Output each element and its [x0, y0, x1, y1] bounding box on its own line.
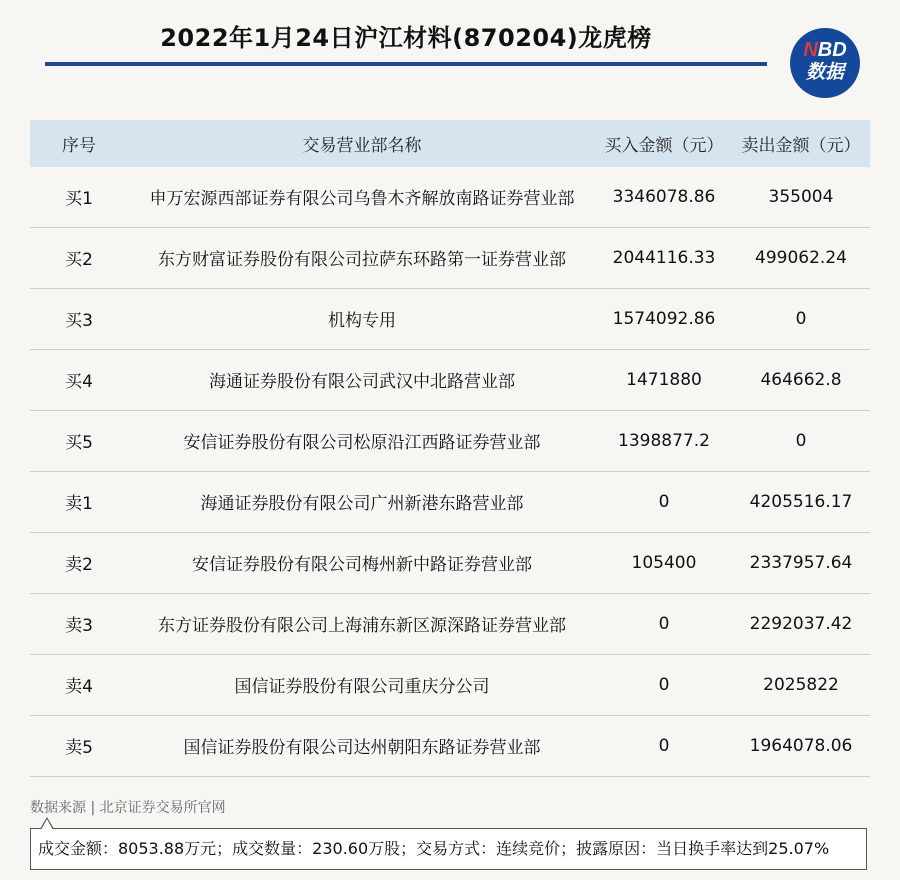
table-header-row [30, 120, 870, 167]
row-buy-amount: 105400 [596, 532, 732, 593]
row-sell-amount: 2292037.42 [732, 593, 870, 654]
row-branch-name: 海通证券股份有限公司武汉中北路营业部 [128, 349, 596, 410]
row-sell-amount: 0 [732, 410, 870, 471]
row-index: 卖2 [30, 532, 128, 593]
row-branch-name: 安信证券股份有限公司松原沿江西路证券营业部 [128, 410, 596, 471]
row-sell-amount: 1964078.06 [732, 715, 870, 776]
row-branch-name: 安信证券股份有限公司梅州新中路证券营业部 [128, 532, 596, 593]
row-branch-name: 申万宏源西部证券有限公司乌鲁木齐解放南路证券营业部 [128, 167, 596, 227]
row-branch-name: 东方财富证券股份有限公司拉萨东环路第一证券营业部 [128, 227, 596, 288]
row-sell-amount: 2337957.64 [732, 532, 870, 593]
data-source-caption: 数据来源 | 北京证券交易所官网 [30, 800, 226, 816]
row-sell-amount: 2025822 [732, 654, 870, 715]
row-buy-amount: 2044116.33 [596, 227, 732, 288]
row-branch-name: 机构专用 [128, 288, 596, 349]
row-sell-amount: 4205516.17 [732, 471, 870, 532]
note-pointer-fill [41, 819, 53, 830]
row-index: 买4 [30, 349, 128, 410]
row-branch-name: 国信证券股份有限公司重庆分公司 [128, 654, 596, 715]
trade-summary-note: 成交金额：8053.88万元；成交数量：230.60万股；交易方式：连续竞价；披露原因：当日换手率达到25.07% [30, 828, 867, 870]
logo-n: N [803, 39, 818, 61]
logo-subtitle: 数据 [805, 61, 844, 83]
table-row [30, 654, 870, 715]
row-buy-amount: 0 [596, 654, 732, 715]
table-row [30, 410, 870, 471]
table-row [30, 715, 870, 776]
row-branch-name: 东方证券股份有限公司上海浦东新区源深路证券营业部 [128, 593, 596, 654]
row-sell-amount: 0 [732, 288, 870, 349]
row-buy-amount: 0 [596, 593, 732, 654]
table-row [30, 227, 870, 288]
table-row [30, 532, 870, 593]
row-buy-amount: 1398877.2 [596, 410, 732, 471]
header-index: 序号 [30, 120, 128, 167]
table-row [30, 471, 870, 532]
row-index: 买2 [30, 227, 128, 288]
row-index: 卖4 [30, 654, 128, 715]
row-buy-amount: 1471880 [596, 349, 732, 410]
row-sell-amount: 464662.8 [732, 349, 870, 410]
table-row [30, 349, 870, 410]
header-buy-amount: 买入金额（元） [596, 120, 732, 167]
header-branch-name: 交易营业部名称 [128, 120, 596, 167]
logo-wordmark [790, 40, 860, 60]
title-underline [45, 62, 767, 66]
page-title: 2022年1月24日沪江材料(870204)龙虎榜 [160, 24, 652, 52]
header-sell-amount: 卖出金额（元） [732, 120, 870, 167]
row-index: 买1 [30, 167, 128, 227]
row-index: 买3 [30, 288, 128, 349]
row-sell-amount: 355004 [732, 167, 870, 227]
row-sell-amount: 499062.24 [732, 227, 870, 288]
row-index: 卖3 [30, 593, 128, 654]
table-row [30, 167, 870, 227]
row-buy-amount: 0 [596, 471, 732, 532]
row-branch-name: 海通证券股份有限公司广州新港东路营业部 [128, 471, 596, 532]
nbd-logo [790, 28, 860, 98]
table-row [30, 593, 870, 654]
row-branch-name: 国信证券股份有限公司达州朝阳东路证券营业部 [128, 715, 596, 776]
row-index: 卖1 [30, 471, 128, 532]
row-buy-amount: 3346078.86 [596, 167, 732, 227]
row-index: 卖5 [30, 715, 128, 776]
row-buy-amount: 0 [596, 715, 732, 776]
row-buy-amount: 1574092.86 [596, 288, 732, 349]
row-index: 买5 [30, 410, 128, 471]
logo-bd: BD [817, 39, 847, 61]
table-row [30, 288, 870, 349]
dragon-tiger-table [30, 120, 870, 777]
